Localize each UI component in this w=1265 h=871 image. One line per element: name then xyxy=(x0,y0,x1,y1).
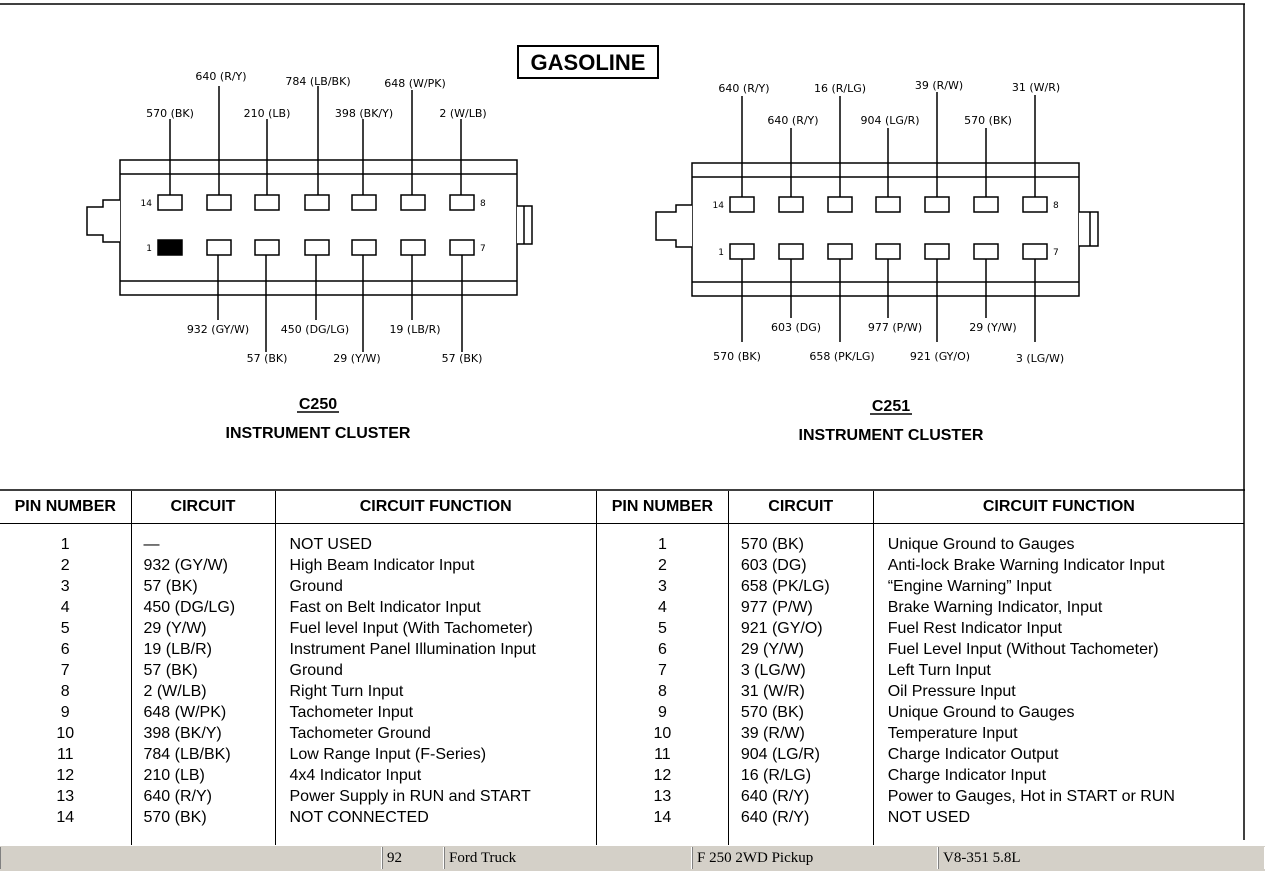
cell-pin: 7 xyxy=(60,662,70,679)
wire-label: 57 (BK) xyxy=(441,352,483,365)
cell-circuit: 977 (P/W) xyxy=(740,599,813,616)
pin-cavity xyxy=(158,195,182,210)
wire-label: 19 (LB/R) xyxy=(389,323,441,336)
cell-pin: 10 xyxy=(56,725,75,742)
pin-number-label: 8 xyxy=(480,199,486,209)
c250-pin-table xyxy=(0,491,596,850)
cell-function: Temperature Input xyxy=(887,725,1018,742)
pin-cavity xyxy=(876,197,900,212)
wire-label: 784 (LB/BK) xyxy=(285,75,351,88)
cell-pin: 6 xyxy=(60,641,70,658)
pin-number-label: 14 xyxy=(140,199,152,209)
cell-pin: 13 xyxy=(56,788,75,805)
status-bar xyxy=(0,845,1265,871)
pin-cavity xyxy=(255,240,279,255)
wire-label: 3 (LG/W) xyxy=(1015,352,1065,365)
pin-number-label: 7 xyxy=(1053,248,1059,258)
pin-cavity xyxy=(730,197,754,212)
cell-function: Tachometer Ground xyxy=(289,725,431,742)
cell-circuit: 450 (DG/LG) xyxy=(143,599,236,616)
pin-cavity xyxy=(1023,197,1047,212)
cell-function: Brake Warning Indicator, Input xyxy=(887,599,1103,616)
cell-circuit: 57 (BK) xyxy=(143,662,198,679)
status-model: F 250 2WD Pickup xyxy=(692,847,938,869)
cell-circuit: 784 (LB/BK) xyxy=(143,746,231,763)
pin-cavity xyxy=(401,195,425,210)
c251-caption: INSTRUMENT CLUSTER xyxy=(798,427,984,444)
wire-label: 904 (LG/R) xyxy=(860,114,920,127)
cell-pin: 9 xyxy=(60,704,70,721)
pin-cavity xyxy=(974,244,998,259)
cell-pin: 5 xyxy=(60,620,70,637)
wire-label: 16 (R/LG) xyxy=(813,82,867,95)
wire-label: 2 (W/LB) xyxy=(439,107,487,120)
cell-circuit: 39 (R/W) xyxy=(740,725,805,742)
wire-label: 29 (Y/W) xyxy=(333,352,381,365)
cell-pin: 14 xyxy=(653,809,672,826)
cell-pin: 8 xyxy=(657,683,667,700)
cell-function: Unique Ground to Gauges xyxy=(887,704,1075,721)
pin-number-label: 7 xyxy=(480,244,486,254)
status-engine: V8-351 5.8L xyxy=(938,847,1265,869)
cell-function: Low Range Input (F-Series) xyxy=(289,746,487,763)
c250-id: C250 xyxy=(298,396,338,413)
cell-circuit: 570 (BK) xyxy=(740,536,804,553)
cell-function: Right Turn Input xyxy=(289,683,404,700)
pin-cavity xyxy=(779,197,803,212)
header-pin-number: PIN NUMBER xyxy=(597,491,729,524)
cell-pin: 11 xyxy=(56,746,74,763)
wire-label: 39 (R/W) xyxy=(914,79,964,92)
cell-function: Fuel Rest Indicator Input xyxy=(887,620,1062,637)
wire-label: 640 (R/Y) xyxy=(718,82,770,95)
cell-circuit: 398 (BK/Y) xyxy=(143,725,222,742)
c251-pin-table xyxy=(596,491,1244,850)
cell-pin: 4 xyxy=(657,599,667,616)
pin-cavity xyxy=(779,244,803,259)
cell-function: NOT CONNECTED xyxy=(289,809,429,826)
c250-caption: INSTRUMENT CLUSTER xyxy=(225,425,411,442)
cell-circuit: 2 (W/LB) xyxy=(143,683,207,700)
cell-function: Fuel level Input (With Tachometer) xyxy=(289,620,533,637)
header-circuit-function: CIRCUIT FUNCTION xyxy=(873,491,1244,524)
header-pin-number: PIN NUMBER xyxy=(0,491,131,524)
cell-function: Instrument Panel Illumination Input xyxy=(289,641,536,658)
cell-circuit: 29 (Y/W) xyxy=(740,641,804,658)
status-make: Ford Truck xyxy=(444,847,692,869)
connector-c250 xyxy=(87,70,532,365)
cell-circuit: 29 (Y/W) xyxy=(143,620,207,637)
wire-label: 31 (W/R) xyxy=(1011,81,1061,94)
cell-pin: 5 xyxy=(657,620,667,637)
pin-cavity xyxy=(1023,244,1047,259)
cell-function: Ground xyxy=(289,662,343,679)
cell-function: 4x4 Indicator Input xyxy=(289,767,422,784)
cell-function: High Beam Indicator Input xyxy=(289,557,475,574)
cell-pin: 1 xyxy=(60,536,70,553)
cell-pin: 11 xyxy=(654,746,671,763)
cell-circuit: 31 (W/R) xyxy=(740,683,805,700)
pin-cavity xyxy=(730,244,754,259)
pin-cavity xyxy=(158,240,182,255)
cell-pin: 1 xyxy=(657,536,667,553)
cell-pin: 2 xyxy=(60,557,70,574)
pin-cavity xyxy=(207,240,231,255)
cell-circuit: 904 (LG/R) xyxy=(740,746,820,763)
pin-cavity xyxy=(828,197,852,212)
wire-label: 570 (BK) xyxy=(713,350,761,363)
connector-left-latch xyxy=(656,205,692,247)
cell-circuit: 19 (LB/R) xyxy=(143,641,212,658)
diagram-title: GASOLINE xyxy=(530,50,646,75)
wire-label: 29 (Y/W) xyxy=(969,321,1017,334)
c251-id: C251 xyxy=(871,398,911,415)
cell-circuit: 3 (LG/W) xyxy=(740,662,806,679)
cell-circuit: 210 (LB) xyxy=(143,767,205,784)
function-column xyxy=(275,524,596,851)
cell-function: “Engine Warning” Input xyxy=(887,578,1052,595)
pin-cavity xyxy=(450,240,474,255)
cell-function: Power to Gauges, Hot in START or RUN xyxy=(887,788,1175,805)
pin-cavity xyxy=(352,240,376,255)
cell-circuit: 932 (GY/W) xyxy=(143,557,228,574)
wire-label: 57 (BK) xyxy=(246,352,288,365)
status-year: 92 xyxy=(382,847,444,869)
cell-function: Ground xyxy=(289,578,343,595)
pin-number-label: 8 xyxy=(1053,201,1059,211)
cell-circuit: 640 (R/Y) xyxy=(740,788,810,805)
wire-label: 932 (GY/W) xyxy=(186,323,250,336)
pin-cavity xyxy=(305,195,329,210)
pin-cavity xyxy=(305,240,329,255)
cell-function: Fast on Belt Indicator Input xyxy=(289,599,481,616)
wire-label: 398 (BK/Y) xyxy=(334,107,394,120)
wire-label: 210 (LB) xyxy=(243,107,291,120)
cell-pin: 14 xyxy=(56,809,75,826)
cell-circuit: 57 (BK) xyxy=(143,578,198,595)
status-empty-cell xyxy=(0,847,382,869)
wire-label: 450 (DG/LG) xyxy=(280,323,350,336)
header-circuit-function: CIRCUIT FUNCTION xyxy=(275,491,596,524)
pin-cavity xyxy=(450,195,474,210)
circuit-column xyxy=(728,524,873,851)
pin-number-label: 1 xyxy=(146,244,152,254)
cell-circuit: 921 (GY/O) xyxy=(740,620,823,637)
cell-pin: 12 xyxy=(56,767,75,784)
cell-function: Tachometer Input xyxy=(289,704,414,721)
cell-pin: 4 xyxy=(60,599,70,616)
connector-right-latch xyxy=(1079,212,1098,246)
cell-circuit: 658 (PK/LG) xyxy=(740,578,830,595)
cell-function: Oil Pressure Input xyxy=(887,683,1016,700)
connector-body xyxy=(692,163,1079,296)
pin-cavity xyxy=(255,195,279,210)
pin-column xyxy=(0,524,131,851)
cell-function: Fuel Level Input (Without Tachometer) xyxy=(887,641,1159,658)
cell-circuit: 640 (R/Y) xyxy=(143,788,212,805)
cell-pin: 3 xyxy=(657,578,667,595)
cell-function: Anti-lock Brake Warning Indicator Input xyxy=(887,557,1165,574)
cell-pin: 8 xyxy=(60,683,70,700)
cell-function: Charge Indicator Output xyxy=(887,746,1059,763)
cell-function: Left Turn Input xyxy=(887,662,991,679)
cell-pin: 9 xyxy=(657,704,667,721)
pin-column xyxy=(597,524,729,851)
wire-label: 977 (P/W) xyxy=(867,321,923,334)
cell-circuit: — xyxy=(143,536,160,553)
circuit-column xyxy=(131,524,275,851)
cell-function: NOT USED xyxy=(887,809,971,826)
cell-pin: 2 xyxy=(657,557,667,574)
cell-circuit: 640 (R/Y) xyxy=(740,809,810,826)
header-circuit: CIRCUIT xyxy=(131,491,275,524)
wire-label: 658 (PK/LG) xyxy=(809,350,875,363)
connector-left-latch xyxy=(87,200,120,242)
wire-label: 640 (R/Y) xyxy=(767,114,819,127)
cell-pin: 10 xyxy=(653,725,672,742)
cell-pin: 7 xyxy=(657,662,667,679)
cell-circuit: 570 (BK) xyxy=(143,809,207,826)
pin-cavity xyxy=(401,240,425,255)
cell-function: Power Supply in RUN and START xyxy=(289,788,531,805)
cell-pin: 12 xyxy=(653,767,672,784)
pin-cavity xyxy=(925,197,949,212)
pin-number-label: 1 xyxy=(718,248,724,258)
wire-label: 603 (DG) xyxy=(770,321,822,334)
pin-cavity xyxy=(207,195,231,210)
pin-cavity xyxy=(925,244,949,259)
connector-right-latch xyxy=(517,206,532,244)
pin-cavity xyxy=(352,195,376,210)
pin-cavity xyxy=(974,197,998,212)
cell-circuit: 570 (BK) xyxy=(740,704,804,721)
connector-c251 xyxy=(656,79,1098,365)
wire-label: 640 (R/Y) xyxy=(195,70,247,83)
cell-function: Charge Indicator Input xyxy=(887,767,1047,784)
wire-label: 648 (W/PK) xyxy=(384,77,446,90)
function-column xyxy=(873,524,1244,851)
cell-pin: 13 xyxy=(653,788,672,805)
wire-label: 570 (BK) xyxy=(146,107,194,120)
wire-label: 921 (GY/O) xyxy=(909,350,971,363)
pin-cavity xyxy=(828,244,852,259)
cell-pin: 3 xyxy=(60,578,70,595)
pin-number-label: 14 xyxy=(712,201,724,211)
cell-circuit: 16 (R/LG) xyxy=(740,767,812,784)
cell-function: Unique Ground to Gauges xyxy=(887,536,1075,553)
wire-label: 570 (BK) xyxy=(964,114,1012,127)
pin-cavity xyxy=(876,244,900,259)
cell-pin: 6 xyxy=(657,641,667,658)
cell-circuit: 603 (DG) xyxy=(740,557,807,574)
cell-function: NOT USED xyxy=(289,536,372,553)
cell-circuit: 648 (W/PK) xyxy=(143,704,227,721)
header-circuit: CIRCUIT xyxy=(728,491,873,524)
